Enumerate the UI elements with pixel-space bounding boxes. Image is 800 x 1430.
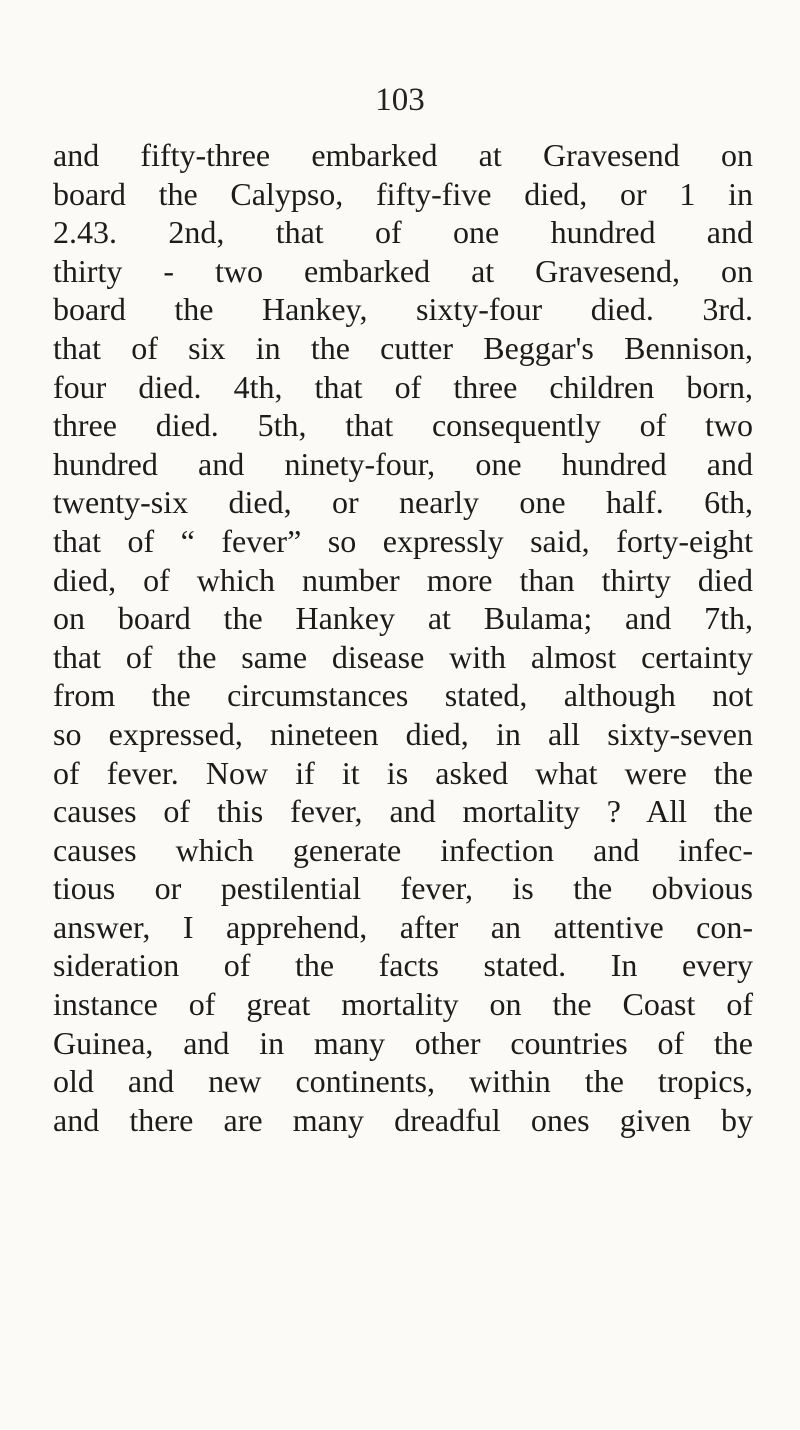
page-number: 103 <box>375 82 425 118</box>
text-line: that of “ fever” so expressly said, forty-eight <box>53 522 753 559</box>
text-line: causes which generate infection and infec- <box>53 831 753 868</box>
text-line: on board the Hankey at Bulama; and 7th, <box>53 600 753 637</box>
text-line: four died. 4th, that of three children born, <box>53 368 753 405</box>
body-text <box>53 136 753 1139</box>
text-line: causes of this fever, and mortality ? All the <box>53 793 753 830</box>
text-line: answer, I apprehend, after an attentive con- <box>53 908 753 945</box>
text-line: old and new continents, within the tropics, <box>53 1063 753 1100</box>
text-line: that of the same disease with almost certainty <box>53 638 753 675</box>
text-line: twenty-six died, or nearly one half. 6th, <box>53 484 753 521</box>
text-line: 2.43. 2nd, that of one hundred and <box>53 214 753 251</box>
text-line: sideration of the facts stated. In every <box>53 947 753 984</box>
text-line: instance of great mortality on the Coast of <box>53 986 753 1023</box>
text-line: board the Calypso, fifty-five died, or 1 in <box>53 175 753 212</box>
text-line: hundred and ninety-four, one hundred and <box>53 445 753 482</box>
text-line: and fifty-three embarked at Gravesend on <box>53 137 753 173</box>
text-line: and there are many dreadful ones given by <box>53 1101 753 1138</box>
text-line: Guinea, and in many other countries of the <box>53 1024 753 1061</box>
text-line: from the circumstances stated, although not <box>53 677 753 714</box>
text-line: thirty - two embarked at Gravesend, on <box>53 252 753 289</box>
text-line: of fever. Now if it is asked what were the <box>53 754 753 791</box>
text-line: board the Hankey, sixty-four died. 3rd. <box>53 291 753 328</box>
text-line: that of six in the cutter Beggar's Bennison, <box>53 329 753 366</box>
text-line: tious or pestilential fever, is the obvious <box>53 870 753 907</box>
text-line: three died. 5th, that consequently of two <box>53 407 753 444</box>
text-line: so expressed, nineteen died, in all sixty-seven <box>53 715 753 752</box>
text-line: died, of which number more than thirty died <box>53 561 753 598</box>
